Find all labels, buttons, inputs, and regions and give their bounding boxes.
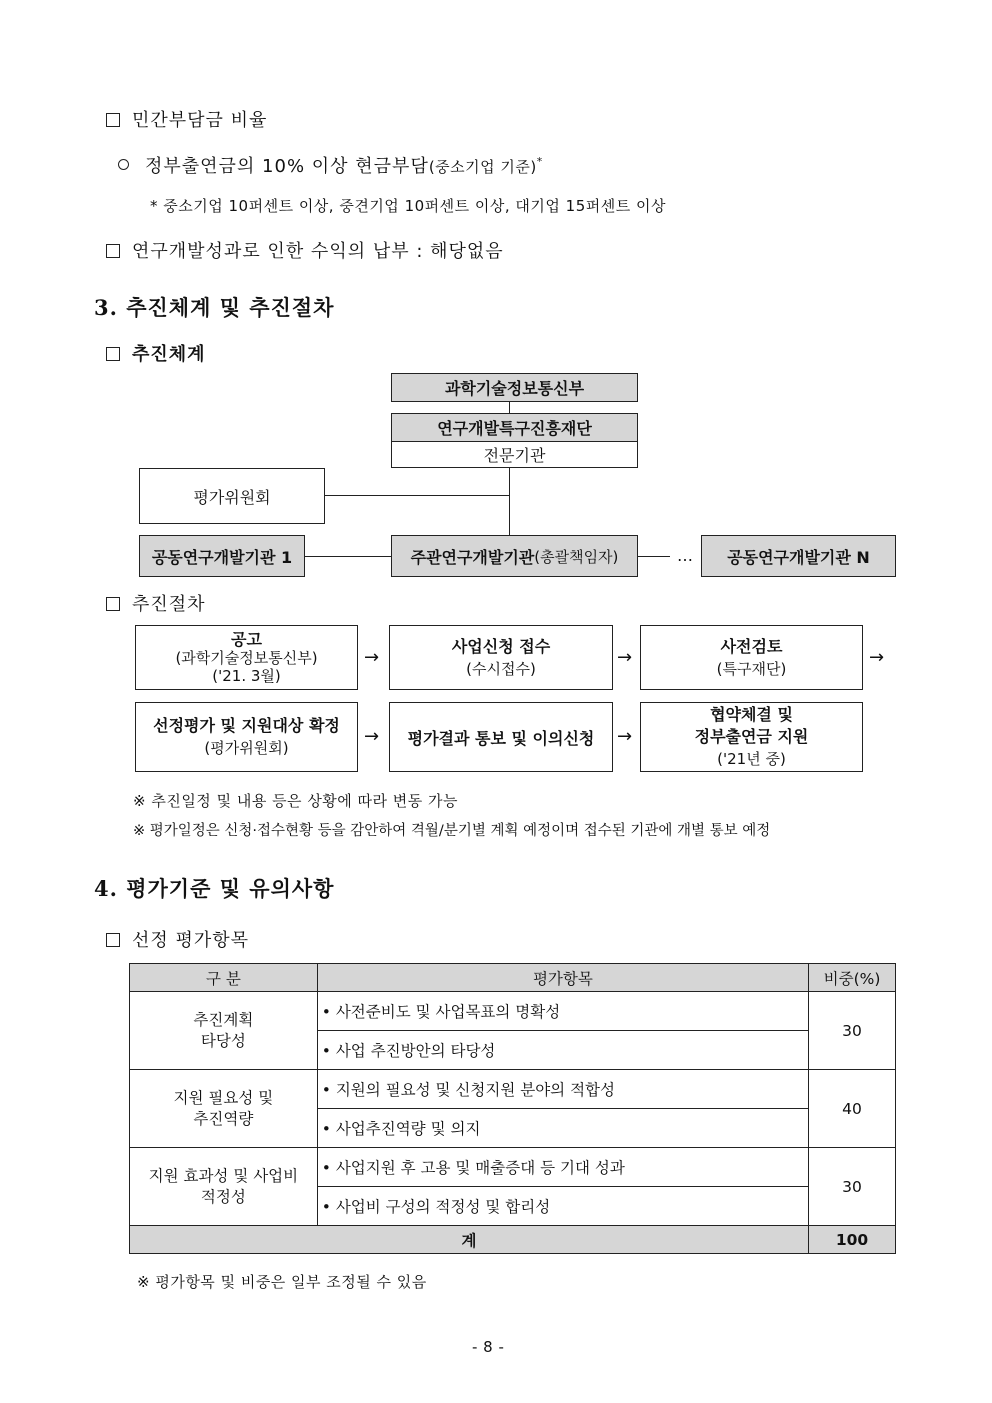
- checkbox-square-icon: [106, 244, 120, 258]
- header-weight: 비중(%): [809, 964, 896, 992]
- circle-bullet-icon: [118, 159, 129, 170]
- org-title: 추진체계: [106, 340, 206, 366]
- step-announcement: 공고 (과학기술정보통신부) ('21. 3월): [135, 625, 358, 690]
- total-value: 100: [809, 1226, 896, 1254]
- joint-institution-1-box: 공동연구개발기관 1: [139, 535, 305, 577]
- item-cell: • 사업 추진방안의 타당성: [317, 1031, 808, 1070]
- item-cell: • 사전준비도 및 사업목표의 명확성: [317, 992, 808, 1031]
- private-burden-bullet: 정부출연금의 10% 이상 현금부담(중소기업 기준)*: [118, 152, 543, 178]
- ellipsis: …: [677, 546, 693, 565]
- committee-box: 평가위원회: [139, 468, 325, 524]
- arrow-right-icon: →: [364, 726, 380, 747]
- table-row: [130, 1148, 896, 1187]
- item-cell: • 사업비 구성의 적정성 및 합리성: [317, 1187, 808, 1226]
- step-application: 사업신청 접수 (수시접수): [389, 625, 613, 690]
- checkbox-square-icon: [106, 113, 120, 127]
- table-total-row: [130, 1226, 896, 1254]
- checkbox-square-icon: [106, 597, 120, 611]
- total-label: 계: [130, 1226, 809, 1254]
- category-cell: 지원 필요성 및 추진역량: [130, 1070, 318, 1148]
- step-agreement: 협약체결 및 정부출연금 지원 ('21년 중): [640, 702, 863, 772]
- heading-3: 3. 추진체계 및 추진절차: [94, 295, 335, 320]
- lead-institution-box: 주관연구개발기관 (총괄책임자): [391, 535, 638, 577]
- arrow-right-icon: →: [617, 726, 633, 747]
- procedure-title: 추진절차: [106, 590, 206, 616]
- evaluation-note: ※ 평가항목 및 비중은 일부 조정될 수 있음: [137, 1273, 427, 1291]
- item-cell: • 사업지원 후 고용 및 매출증대 등 기대 성과: [317, 1148, 808, 1187]
- private-burden-footnote: * 중소기업 10퍼센트 이상, 중견기업 10퍼센트 이상, 대기업 15퍼센트 이상: [150, 197, 666, 215]
- table-header-row: [130, 964, 896, 992]
- header-items: 평가항목: [317, 964, 808, 992]
- table-row: [130, 1070, 896, 1109]
- arrow-right-icon: →: [617, 647, 633, 668]
- connector-line: [509, 402, 510, 413]
- checkbox-square-icon: [106, 933, 120, 947]
- procedure-note-2: ※ 평가일정은 신청·접수현황 등을 감안하여 격월/분기별 계획 예정이며 접수된 기관에 개별 통보 예정: [133, 823, 771, 839]
- connector-line: [305, 556, 391, 557]
- connector-line: [509, 468, 510, 535]
- weight-cell: 40: [809, 1070, 896, 1148]
- foundation-role-box: 전문기관: [391, 441, 638, 468]
- procedure-note-1: ※ 추진일정 및 내용 등은 상황에 따라 변동 가능: [133, 792, 459, 810]
- table-row: [130, 992, 896, 1031]
- category-cell: 추진계획 타당성: [130, 992, 318, 1070]
- weight-cell: 30: [809, 1148, 896, 1226]
- arrow-right-icon: →: [869, 647, 885, 668]
- heading-4: 4. 평가기준 및 유의사항: [94, 876, 335, 901]
- ministry-box: 과학기술정보통신부: [391, 373, 638, 402]
- category-cell: 지원 효과성 및 사업비 적정성: [130, 1148, 318, 1226]
- revenue-title: 연구개발성과로 인한 수익의 납부 : 해당없음: [106, 237, 504, 263]
- header-category: 구 분: [130, 964, 318, 992]
- item-cell: • 사업추진역량 및 의지: [317, 1109, 808, 1148]
- item-cell: • 지원의 필요성 및 신청지원 분야의 적합성: [317, 1070, 808, 1109]
- evaluation-title: 선정 평가항목: [106, 926, 249, 952]
- connector-line: [325, 495, 509, 496]
- connector-line: [638, 556, 670, 557]
- step-pre-review: 사전검토 (특구재단): [640, 625, 863, 690]
- weight-cell: 30: [809, 992, 896, 1070]
- step-notification: 평가결과 통보 및 이의신청: [389, 702, 613, 772]
- arrow-right-icon: →: [364, 647, 380, 668]
- checkbox-square-icon: [106, 347, 120, 361]
- joint-institution-n-box: 공동연구개발기관 N: [701, 535, 896, 577]
- evaluation-table: [129, 963, 896, 1254]
- private-burden-title: 민간부담금 비율: [106, 106, 267, 132]
- step-selection: 선정평가 및 지원대상 확정 (평가위원회): [135, 702, 358, 772]
- page-number: - 8 -: [472, 1338, 505, 1356]
- foundation-box: 연구개발특구진흥재단: [391, 413, 638, 441]
